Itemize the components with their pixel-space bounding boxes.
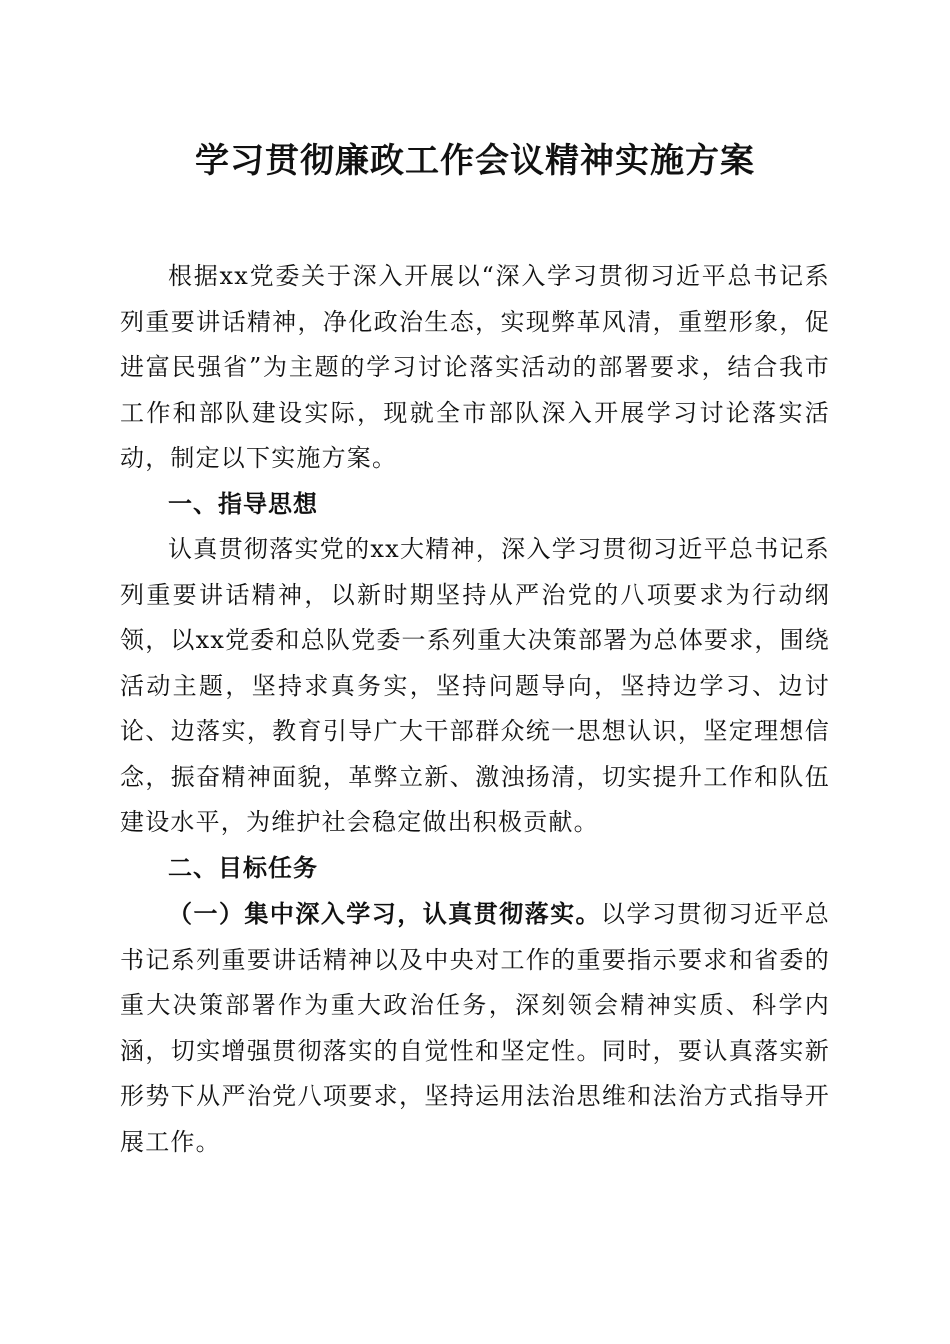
section-heading-goals-tasks: 二、目标任务 [168, 853, 318, 882]
goal-item-1-body: 以学习贯彻习近平总书记系列重要讲话精神以及中央对工作的重要指示要求和省委的重大决策部署作为重大政治任务，深刻领会精神实质、科学内涵，切实增强贯彻落实的自觉性和坚定性。同时，要认真落实新形势下从严治党八项要求，坚持运用法治思维和法治方式指导开展工作。 [120, 900, 830, 1156]
goal-item-1-title: （一）集中深入学习，认真贯彻落实。 [168, 899, 602, 928]
intro-paragraph: 根据xx党委关于深入开展以“深入学习贯彻习近平总书记系列重要讲话精神，净化政治生态，实现弊革风清，重塑形象，促进富民强省”为主题的学习讨论落实活动的部署要求，结合我市工作和部队建设实际，现就全市部队深入开展学习讨论落实活动，制定以下实施方案。 [120, 262, 830, 472]
guiding-ideology-paragraph: 认真贯彻落实党的xx大精神，深入学习贯彻习近平总书记系列重要讲话精神，以新时期坚持从严治党的八项要求为行动纲领，以xx党委和总队党委一系列重大决策部署为总体要求，围绕活动主题，坚持求真务实，坚持问题导向，坚持边学习、边讨论、边落实，教育引导广大干部群众统一思想认识，坚定理想信念，振奋精神面貌，革弊立新、激浊扬清，切实提升工作和队伍建设水平，为维护社会稳定做出积极贡献。 [120, 535, 830, 836]
document-title: 学习贯彻廉政工作会议精神实施方案 [195, 141, 755, 181]
goals-tasks-paragraph [120, 891, 830, 1165]
section-heading-guiding-ideology: 一、指导思想 [168, 489, 318, 518]
